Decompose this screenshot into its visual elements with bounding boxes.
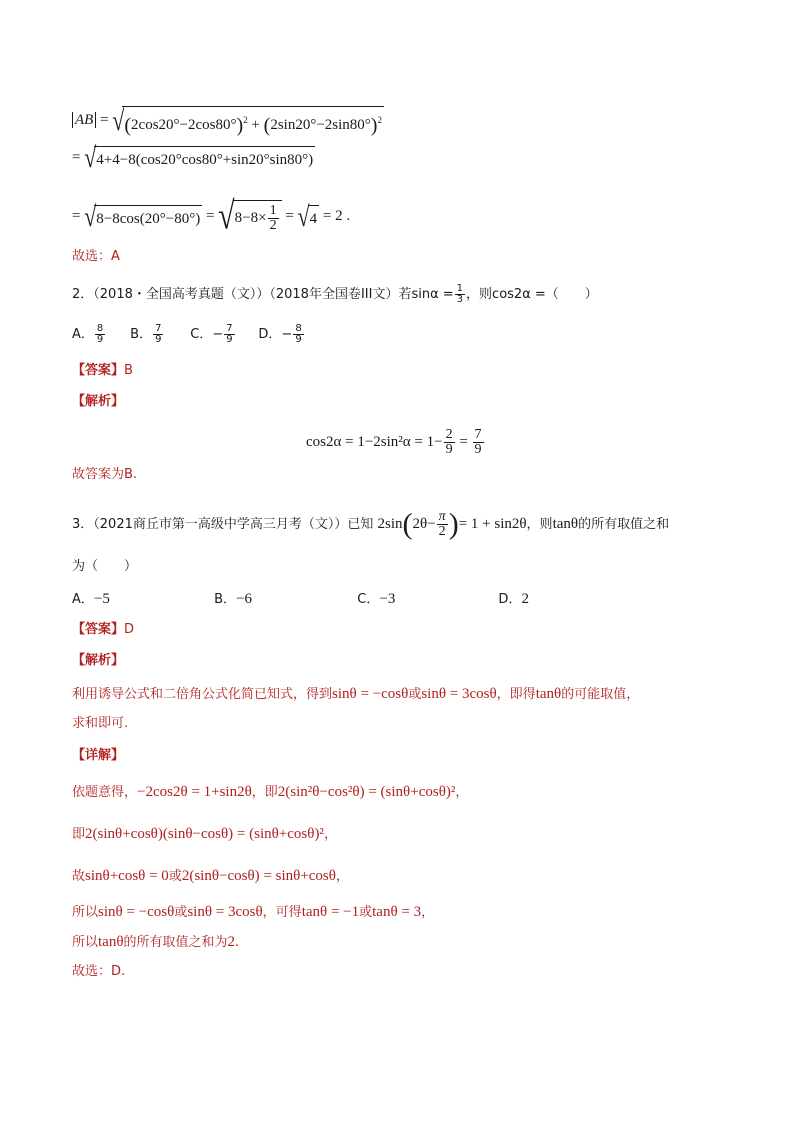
q3-option-b[interactable]: B．−6 — [214, 591, 253, 607]
q3-detail-2: 即2(sinθ+cosθ)(sinθ−cosθ) = (sinθ+cosθ)²， — [72, 826, 337, 842]
q3-stem-c: 的所有取值之和 — [578, 516, 670, 532]
step3-line: = √8−8cos(20°−80°) = √8−8× $\frac{1}{2}$ = √4 = 2 . — [72, 194, 351, 238]
q3-detail-5: 所以tanθ的所有取值之和为2. — [72, 934, 240, 950]
q3-detail-3: 故sinθ+cosθ = 0或2(sinθ−cosθ) = sinθ+cosθ， — [72, 868, 349, 884]
q3-answer — [72, 620, 134, 640]
half-den: 2 — [269, 218, 277, 233]
q2-frac-den: 3 — [456, 294, 464, 305]
q2-option-c[interactable]: C．− $\frac{7}{9}$ — [190, 323, 233, 345]
q3-analysis-label: 【解析】 — [72, 653, 125, 668]
q3-stem-line2: 为（ ） — [72, 559, 138, 574]
step3-c: 4 — [308, 205, 320, 229]
q3-stem-b: ，则 — [526, 516, 553, 532]
q3-detail-4: 所以sinθ = −cosθ或sinθ = 3cosθ，可得tanθ = −1或tanθ = 3， — [72, 904, 435, 920]
q2-frac-num: 1 — [456, 283, 464, 294]
q2-formula: cos2α = 1−2sin²α = 1− $\frac{2}{9}$ = $\frac{7}{9}$ — [306, 427, 482, 457]
prev-conclusion: 故选：A — [72, 249, 120, 264]
q2-stem-tail: ，则cos2α =（ ） — [466, 287, 598, 302]
q3-detail-1: 依题意得，−2cos2θ = 1+sin2θ，即2(sin²θ−cos²θ) = (sinθ+cosθ)²， — [72, 784, 469, 800]
q3-tan-theta: tanθ — [552, 515, 579, 532]
q3-analysis-line1: 利用诱导公式和二倍角公式化简已知式，得到sinθ = −cosθ或sinθ = 3cosθ，即得tanθ的可能取值， — [72, 686, 640, 702]
q3-options — [72, 589, 529, 610]
sqrt-ab: $√(2\cos 20^\circ-2\cos 80^\circ)^2 + (2\sin 20^\circ-2\sin 80^\circ)^2$ — [112, 103, 382, 137]
q2-answer-label: 【答案】 — [72, 363, 125, 378]
q2-option-d[interactable]: D．− $\frac{8}{9}$ — [258, 323, 302, 345]
ab-part1: 2cos20°−2cos80° — [131, 117, 237, 133]
q2-option-a[interactable]: A． $\frac{8}{9}$ — [72, 323, 104, 345]
q2-analysis-label: 【解析】 — [72, 394, 125, 409]
q2-conclusion: 故答案为B. — [72, 467, 138, 482]
q2-answer-value: B — [124, 363, 133, 378]
q2-answer — [72, 361, 133, 381]
ab-label: AB — [72, 112, 96, 128]
q3-answer-label: 【答案】 — [72, 622, 125, 637]
q3-conclusion: 故选：D. — [72, 964, 126, 979]
q3-option-a[interactable]: A．−5 — [72, 591, 110, 607]
q3-stem-math: 2sin(2θ− $\frac{\pi}{2}$ )= 1 + sin2θ — [377, 507, 527, 541]
q3-answer-value: D — [124, 622, 135, 637]
ab-part2: 2sin20°−2sin80° — [270, 117, 371, 133]
q2-formula-left: cos2α = 1−2sin²α = 1− — [306, 433, 443, 450]
q2-options — [72, 324, 305, 345]
half-num: 1 — [269, 203, 277, 218]
q3-stem-a: 3．（2021商丘市第一高级中学高三月考（文））已知 — [72, 516, 374, 532]
step3-expr: 8−8cos(20°−80°) — [94, 205, 202, 229]
q2-stem-text: 2．（2018・全国高考真题（文））（2018年全国卷III文）若sinα = — [72, 287, 454, 302]
ab-distance-line: AB = $√(2\cos 20^\circ-2\cos 80^\circ)^2 + (2\sin 20^\circ-2\sin 80^\circ)^2$ — [72, 106, 384, 136]
step2-line: = √4+4−8(cos20°cos80°+sin20°sin80°) — [72, 141, 314, 174]
step3-result: = 2 . — [322, 207, 351, 224]
q3-analysis-line2: 求和即可. — [72, 716, 129, 731]
step2-expr: 4+4−8(cos20°cos80°+sin20°sin80°) — [94, 146, 315, 170]
q2-stem — [72, 284, 598, 305]
q2-option-b[interactable]: B． $\frac{7}{9}$ — [130, 323, 162, 345]
q3-detail-label: 【详解】 — [72, 748, 125, 763]
q3-option-c[interactable]: C．−3 — [357, 591, 396, 607]
q3-option-d[interactable]: D．2 — [498, 591, 529, 607]
step3-b: 8−8× — [234, 209, 267, 226]
q3-stem — [72, 507, 670, 541]
